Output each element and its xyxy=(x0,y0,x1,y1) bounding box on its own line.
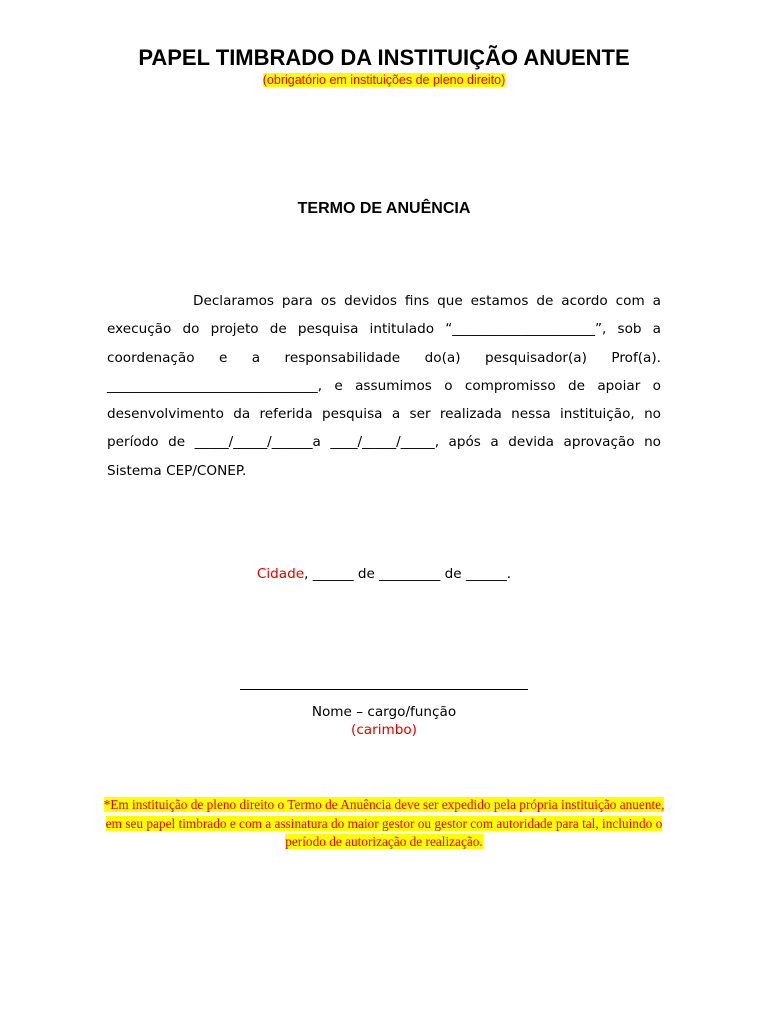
signatory-name: Nome – cargo/função xyxy=(311,704,457,720)
declaration-paragraph xyxy=(107,287,661,485)
signature-line xyxy=(240,677,528,690)
declaration-text: Declaramos para os devidos fins que estamos de acordo com a execução do projeto de pesquisa intitulado “_____________________”, sob a coordenação e a responsabilidade do(a) pesquisador(a) Prof(a). _______________________________, e assumimos o compromisso de apoiar o desenvolvimento da referida pesquisa a ser realizada nessa instituição, no período de _____/_____/______a ____/_____/_____, após a devida aprovação no Sistema CEP/CONEP. xyxy=(107,293,661,479)
instruction-note-text: *Em instituição de pleno direito o Termo de Anuência deve ser expedido pela própria instituição anuente, em seu papel timbrado e com a assinatura do maior gestor ou gestor com autoridade para tal, incluindo o período de autorização de realização. xyxy=(103,797,665,849)
document-title: TERMO DE ANUÊNCIA xyxy=(297,200,471,217)
letterhead-subtitle-text: (obrigatório em instituições de pleno direito) xyxy=(262,73,506,87)
letterhead-subtitle xyxy=(0,73,768,87)
date-placeholder: , ______ de _________ de ______. xyxy=(304,566,512,582)
instruction-note xyxy=(100,796,668,852)
letterhead-title: PAPEL TIMBRADO DA INSTITUIÇÃO ANUENTE xyxy=(138,45,630,70)
city-placeholder: Cidade xyxy=(256,566,305,582)
stamp-label: (carimbo) xyxy=(351,722,417,738)
date-line xyxy=(0,566,768,582)
